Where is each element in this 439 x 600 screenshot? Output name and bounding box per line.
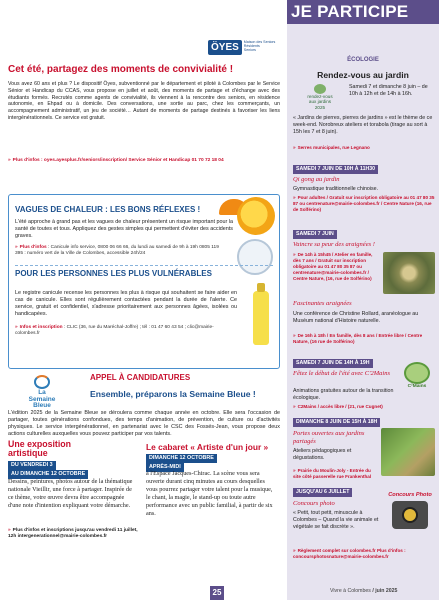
garden-logo — [293, 84, 347, 112]
expo-body: Dessins, peintures, photos autour de la thématique nationale Vieillir, une force à partager. Inspirée de ce thème, votre œuvre devra être accompagnée d'une note d'intention expliquant votre démarche. — [8, 478, 133, 509]
canicule-box — [8, 194, 280, 369]
event-note-text: De 14h à 15h45 / Atelier en famille, dès 7 ans / Gratuit sur inscription obligatoire au 01 47 80 35 87 ou centrenature@mairie-colombes.fr / Centre Nature, (16, rue de Solférino) — [293, 252, 373, 281]
vulnerable-body: Le registre canicule recense les personnes les plus à risque qui souhaitent se faire aider en cas de canicule. Elles sont régulièrement contactées pendant la durée de l'alerte. Ce service, gratuit et confidentiel, s'adresse prioritairement aux personnes âgées, isolées ou handicapées. — [15, 290, 237, 318]
event-title: Vaincre sa peur des araignées ! — [293, 241, 375, 248]
expo-note — [8, 528, 140, 540]
eco-label: ÉCOLOGIE — [347, 57, 379, 63]
semaine-logo-bleue: Bleue — [33, 402, 51, 409]
vulnerable-note-text: : CLIC (36, rue du Maréchal-Joffre) ; tél : 01 47 60 43 54 ; clic@mairie-colombes.fr — [15, 325, 214, 337]
expo-title-2: artistique — [8, 448, 48, 459]
event-note-text: De 16h à 18h / En famille, dès 8 ans / Entrée libre / Centre Nature, (16 rue de Solférino) — [293, 333, 423, 344]
canicule-note-text: : Canicule info service, 0800 06 66 66, du lundi au samedi de 9h à 19h 0805 119 395 : numéro vert de la Ville de Colombes, accessible 24h/24 — [15, 245, 219, 257]
event-date: JUSQU'AU 6 JUILLET — [293, 488, 352, 497]
semaine-body: L'édition 2025 de la Semaine Bleue se déroulera comme chaque année en octobre. Elle sera l'occasion de partager, toutes générations confondues, des temps d'animation, de prévention, de culture ou d'activités physiques. Le service intergénérationnel, en partenariat avec le CSC des Fossés-Jean, vous propose deux actions culturelles auxquelles vous pouvez participer par vos talents. — [8, 410, 280, 438]
expo-title-1: Une exposition — [8, 439, 72, 449]
right-column — [287, 0, 439, 600]
vulnerable-note-label: Infos et inscription — [19, 325, 63, 330]
eco-title: Rendez-vous au jardin — [317, 70, 409, 80]
semaine-bleue-logo — [22, 375, 62, 409]
sun-icon — [237, 197, 275, 235]
event-body: Animations gratuites autour de la transition écologique. — [293, 388, 394, 401]
arrow-icon: » — [293, 333, 296, 338]
divider — [15, 265, 273, 266]
event-note-text: Prairie du Moulin-Joly - Entrée du site côté passerelle rue Frankenthal — [293, 468, 372, 479]
arrow-icon: » — [293, 252, 296, 257]
cabaret-date-1: DIMANCHE 12 OCTOBRE — [146, 454, 217, 463]
leaf-icon — [314, 84, 326, 94]
event-concours — [293, 488, 352, 497]
garden-logo-1: rendez-vous — [307, 94, 333, 99]
semaine-tag: APPEL À CANDIDATURES — [90, 373, 191, 382]
intro-body: Vous avez 60 ans et plus ? Le dispositif Öyes, subventionné par le département et piloté à Colombes par le Service Sénior et Handicap du CCAS, vous propose en juillet et août, des moments de partage et d'échange avec des étudiants formés. Recrutés comme agents de convivialité, ils viennent à la rencontre des seniors, en résidence autonomie, en Ehpad ou à domicile. Des conversations, une sortie au parc, chez les commerçants, un accompagnement administratif, un jeu de société… Autant de moments de partage destinés à favoriser les liens intergénérationnels. Ce service est gratuit. — [8, 81, 280, 121]
event-qigong — [293, 165, 378, 174]
event-title: Concours photo — [293, 500, 335, 507]
event-body: « Petit, tout petit, minuscule à Colombes – Quand la vie animale et végétale se fait discrète ». — [293, 510, 379, 530]
event-title: Fascinantes araignées — [293, 300, 352, 307]
event-date: SAMEDI 7 JUIN DE 14H À 19H — [293, 359, 373, 368]
oyes-sub3: Seniors — [243, 47, 256, 52]
event-araignees — [293, 230, 337, 239]
event-note — [293, 468, 379, 480]
semaine-logo-circle-icon — [34, 375, 50, 389]
garden-note — [293, 145, 435, 151]
expo-date-1: DU VENDREDI 3 — [8, 461, 56, 470]
arrow-icon: » — [15, 245, 18, 250]
page-number: 25 — [210, 586, 224, 600]
event-date: DIMANCHE 8 JUIN DE 15H À 18H — [293, 418, 380, 427]
banner-title: JE PARTICIPE — [287, 0, 439, 24]
magazine-footer — [330, 588, 397, 595]
expo-title — [8, 440, 71, 458]
bottle-icon — [253, 291, 269, 345]
arrow-icon: » — [15, 325, 18, 330]
hands-icon — [404, 362, 430, 384]
event-date: SAMEDI 7 JUIN DE 10H À 11H30 — [293, 165, 378, 174]
magazine-issue: / juin 2025 — [372, 588, 398, 594]
oyes-logo-sub — [244, 41, 276, 53]
event-body: Une conférence de Christine Rollard, aranéologue au Muséum national d'Histoire naturelle. — [293, 311, 419, 324]
vulnerable-note — [15, 325, 237, 337]
camera-lens-icon — [402, 507, 418, 523]
expo-date-2: AU DIMANCHE 12 OCTOBRE — [8, 470, 88, 479]
camera-icon — [392, 501, 428, 529]
semaine-logo-la: La — [38, 389, 46, 396]
vulnerable-heading: POUR LES PERSONNES LES PLUS VULNÉRABLES — [15, 269, 212, 278]
garden-body: « Jardins de pierres, pierres de jardins » est le thème de ce week-end. Norobreux ateliers et torabola (tirage au sort à 15h les 7 et 8 juin). — [293, 115, 433, 135]
semaine-logo-semaine: Semaine — [28, 395, 56, 403]
oyes-logo-mark: ÖYES — [208, 40, 242, 55]
event-note — [293, 404, 435, 410]
canicule-note — [15, 245, 227, 257]
oyes-logo — [208, 36, 276, 58]
magazine-name: Vivre à Colombes — [330, 588, 371, 594]
expo-date — [8, 461, 88, 479]
c2mains-logo-text: C²Mains — [407, 384, 427, 389]
event-body: Ateliers pédagogiques et dégustations. — [293, 448, 352, 461]
intro-note — [8, 158, 280, 164]
event-jardins-partages — [293, 418, 380, 427]
spider-photo — [383, 252, 435, 294]
event-note — [293, 548, 435, 560]
oyes-sub1: Maison des Seniors — [243, 40, 276, 45]
event-note-text: Pour adultes / Gratuit sur inscription obligatoire au 01 47 80 35 87 ou centrenature@mairie-colombes.fr / Centre Nature (16, rue de Solférino) — [293, 195, 435, 212]
left-column — [8, 18, 280, 586]
arrow-icon: » — [8, 528, 11, 533]
garden-photo — [381, 428, 435, 476]
garden-date — [349, 84, 435, 98]
event-note-text: Règlement complet sur colombes.fr Plus d'infos : concoursphotosnature@mairie-colombes.fr — [293, 548, 406, 559]
cabaret-title: Le cabaret « Artiste d'un jour » — [146, 442, 269, 452]
arrow-icon: » — [8, 158, 11, 163]
semaine-title: Ensemble, préparons la Semaine Bleue ! — [90, 389, 256, 399]
arrow-icon: » — [293, 548, 296, 553]
event-ete — [293, 359, 373, 368]
event-title: Qi gong au jardin — [293, 176, 340, 183]
garden-logo-2: aux jardins — [308, 99, 332, 105]
arrow-icon: » — [293, 195, 296, 200]
concours-logo — [385, 492, 435, 542]
fan-icon — [237, 239, 273, 275]
expo-note-text: Plus d'infos et inscriptions jusqu'au vendredi 11 juillet, 12h intergenerationnel@mairie-colombes.fr — [8, 528, 138, 540]
arrow-icon: » — [293, 404, 296, 409]
garden-time-text: – de 10h à 12h et de 14h à 16h. — [349, 84, 428, 97]
concours-logo-text: Concours Photo — [388, 492, 432, 498]
arrow-icon: » — [293, 145, 296, 150]
event-note — [293, 252, 379, 282]
garden-date-text: Samedi 7 et dimanche 8 juin — [349, 84, 416, 90]
event-title: Portes ouvertes aux jardins partagés — [293, 430, 365, 446]
event-date: SAMEDI 7 JUIN — [293, 230, 337, 239]
event-note — [293, 333, 435, 345]
canicule-body: L'été approche à grand pas et les vagues de chaleur présentent un risque important pour la santé de toutes et tous. Appliquez des gestes simples qui permettent d'éviter des accidents graves. — [15, 219, 233, 240]
c2mains-logo — [397, 362, 437, 396]
event-title: Fêtez le début de l'été avec C'2Mains — [293, 370, 390, 377]
cabaret-body: à l'Espace Jacques-Chirac. La scène vous sera ouverte durant cinq minutes au cours desquelles vous pourrez partager votre talent pour la musique, le chant, la magie, le stand-up ou toute autre performance avec un public familial, à partir de six ans. — [146, 470, 273, 517]
event-note-text: C2Mains / accès libre / (21, rue Cugnet) — [297, 404, 383, 409]
event-note — [293, 195, 435, 213]
canicule-heading: VAGUES DE CHALEUR : LES BONS RÉFLEXES ! — [15, 205, 201, 214]
event-body: Gymnastique traditionnelle chinoise. — [293, 186, 379, 192]
garden-logo-3: 2025 — [314, 104, 326, 110]
oyes-sub2: Résidents — [243, 44, 260, 49]
canicule-note-label: Plus d'infos — [19, 245, 47, 250]
intro-title: Cet été, partagez des moments de convivialité ! — [8, 64, 234, 75]
arrow-icon: » — [293, 468, 296, 473]
intro-note-text: Plus d'infos : oyes.ayesplus.fr/seniors/inscription/ Service Sénior et Handicap 01 70 72 18 04 — [12, 158, 224, 163]
garden-note-text: Serres municipales, rue Legnano — [297, 145, 370, 150]
cabaret-date-2: APRÈS-MIDI — [146, 463, 184, 472]
